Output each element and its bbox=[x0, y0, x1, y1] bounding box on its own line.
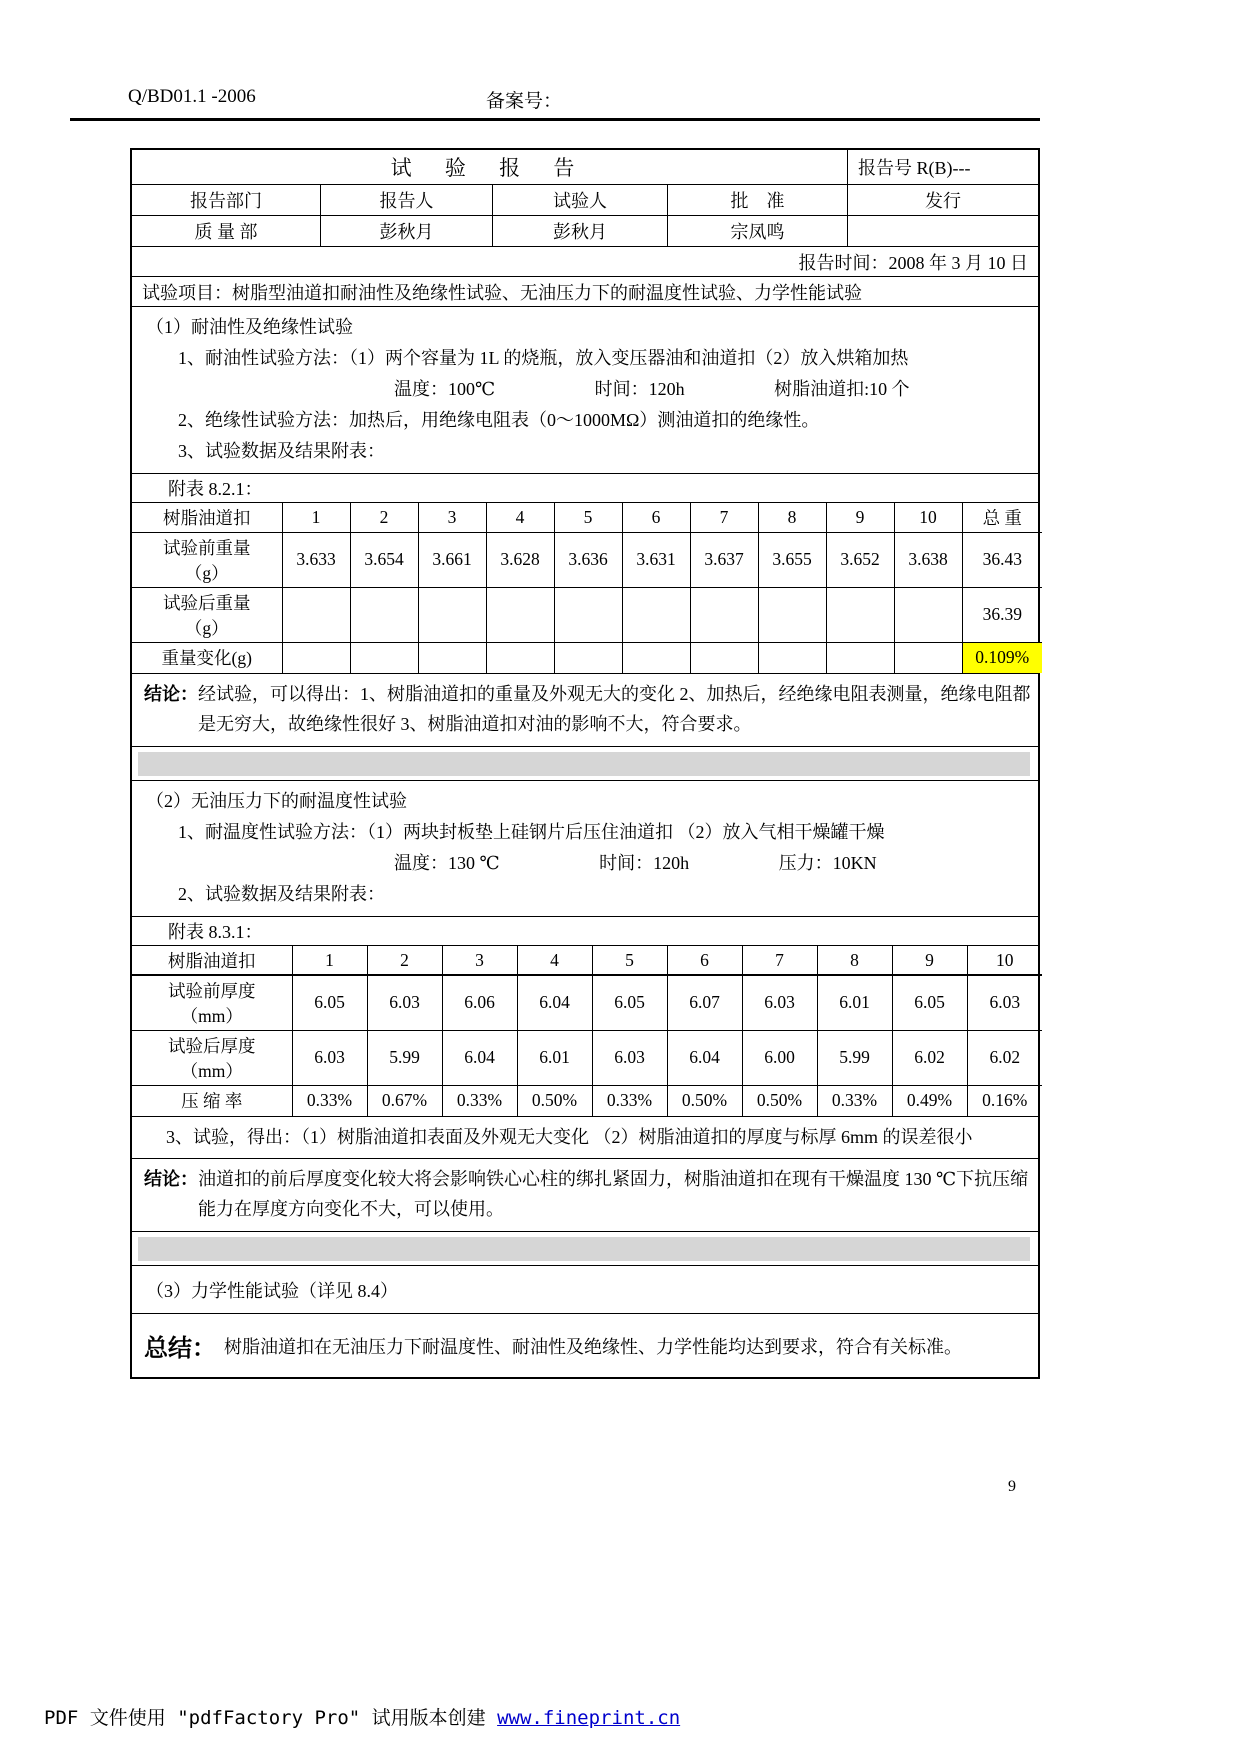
roles-header-row bbox=[132, 184, 1038, 215]
value-cell: 5.99 bbox=[817, 1030, 892, 1085]
conclusion-text: 经试验，可以得出：1、树脂油道扣的重量及外观无大的变化 2、加热后，经绝缘电阻表测量，绝缘电阻都是无穷大，故绝缘性很好 3、树脂油道扣对油的影响不大，符合要求。 bbox=[198, 684, 1031, 734]
section1-conclusion-row bbox=[132, 673, 1038, 746]
title-row bbox=[132, 150, 1038, 184]
value-cell bbox=[894, 642, 962, 673]
value-cell bbox=[350, 642, 418, 673]
header-issue: 发行 bbox=[847, 185, 1038, 215]
value-cell bbox=[486, 587, 554, 642]
report-title: 试 验 报 告 bbox=[390, 156, 589, 180]
value-cell bbox=[826, 642, 894, 673]
footer-text: PDF 文件使用 "pdfFactory Pro" 试用版本创建 bbox=[44, 1707, 498, 1729]
value-cell: 6.04 bbox=[517, 975, 592, 1030]
value-cell: 3.637 bbox=[690, 532, 758, 587]
section3-heading: （3）力学性能试验（详见 8.4） bbox=[146, 1280, 398, 1301]
section2-heading: （2）无油压力下的耐温度性试验 bbox=[146, 791, 407, 811]
separator-row bbox=[132, 1231, 1038, 1265]
value-cell bbox=[350, 587, 418, 642]
value-cell: 3.655 bbox=[758, 532, 826, 587]
value-reporter: 彭秋月 bbox=[320, 216, 492, 246]
row-label-cell bbox=[132, 975, 292, 1030]
row-label-cell bbox=[132, 1030, 292, 1085]
section1-method1: 1、耐油性试验方法：（1）两个容量为 1L 的烧瓶，放入变压器油和油道扣（2）放入烘箱加热 bbox=[178, 348, 909, 368]
conclusion-text: 油道扣的前后厚度变化较大将会影响铁心心柱的绑扎紧固力，树脂油道扣在现有干燥温度 130 ℃下抗压缩能力在厚度方向变化不大，可以使用。 bbox=[198, 1169, 1029, 1219]
value-report-dept: 质 量 部 bbox=[194, 222, 258, 242]
value-cell: 3.631 bbox=[622, 532, 690, 587]
value-cell: 6.03 bbox=[742, 975, 817, 1030]
gray-band bbox=[138, 752, 1030, 776]
value-cell: 6.04 bbox=[442, 1030, 517, 1085]
section1-param-temperature: 温度：100℃ bbox=[394, 379, 496, 399]
conclusion-label: 结论： bbox=[144, 1169, 198, 1189]
value-cell: 6.05 bbox=[592, 975, 667, 1030]
value-cell: 0.50% bbox=[667, 1085, 742, 1116]
section2-param-pressure: 压力：10KN bbox=[778, 853, 877, 873]
doc-standard-code: Q/BD01.1 -2006 bbox=[128, 86, 256, 107]
value-cell bbox=[486, 642, 554, 673]
value-cell bbox=[282, 642, 350, 673]
value-cell: 6.07 bbox=[667, 975, 742, 1030]
table1-header-cell: 树脂油道扣 bbox=[132, 503, 282, 532]
table1-header-cell: 7 bbox=[690, 503, 758, 532]
value-cell bbox=[554, 587, 622, 642]
value-cell bbox=[690, 587, 758, 642]
value-cell: 0.16% bbox=[967, 1085, 1042, 1116]
section1-parameters bbox=[132, 374, 1038, 405]
section2-finding: 3、试验，得出：（1）树脂油道扣表面及外观无大变化 （2）树脂油道扣的厚度与标厚 6mm 的误差很小 bbox=[166, 1127, 973, 1147]
table2-header-cell: 1 bbox=[292, 946, 367, 975]
value-cell bbox=[758, 587, 826, 642]
summary-label: 总结： bbox=[144, 1336, 216, 1362]
table2-header-cell: 3 bbox=[442, 946, 517, 975]
value-tester: 彭秋月 bbox=[492, 216, 667, 246]
header-report-dept: 报告部门 bbox=[190, 191, 262, 211]
report-number: 报告号 R(B)--- bbox=[858, 158, 971, 178]
table1-header-cell: 3 bbox=[418, 503, 486, 532]
row-unit: （mm） bbox=[180, 1060, 243, 1081]
table1-header-cell: 8 bbox=[758, 503, 826, 532]
value-cell: 3.654 bbox=[350, 532, 418, 587]
value-cell: 0.50% bbox=[742, 1085, 817, 1116]
table2-row-thickness-before bbox=[132, 975, 1042, 1030]
table1-header-cell: 2 bbox=[350, 503, 418, 532]
pdf-watermark-footer bbox=[44, 1703, 680, 1730]
value-cell: 6.02 bbox=[967, 1030, 1042, 1085]
table1-row-weight-after bbox=[132, 587, 1042, 642]
section1-data-note: 3、试验数据及结果附表： bbox=[178, 441, 385, 461]
table2-label: 附表 8.3.1： bbox=[168, 922, 263, 942]
value-cell bbox=[418, 587, 486, 642]
header-divider-rule bbox=[70, 118, 1040, 121]
value-cell: 6.04 bbox=[667, 1030, 742, 1085]
value-cell: 3.628 bbox=[486, 532, 554, 587]
roles-values-row bbox=[132, 215, 1038, 246]
total-cell: 36.39 bbox=[962, 587, 1042, 642]
page-number: 9 bbox=[1008, 1478, 1016, 1495]
value-cell: 0.33% bbox=[592, 1085, 667, 1116]
summary-row bbox=[132, 1313, 1038, 1377]
table2-header-cell: 树脂油道扣 bbox=[132, 946, 292, 975]
value-cell: 3.633 bbox=[282, 532, 350, 587]
table1-label: 附表 8.2.1： bbox=[168, 479, 263, 499]
project-description: 试验项目：树脂型油道扣耐油性及绝缘性试验、无油压力下的耐温度性试验、力学性能试验 bbox=[142, 282, 862, 303]
table2-label-row bbox=[132, 916, 1038, 945]
value-cell: 3.638 bbox=[894, 532, 962, 587]
row-unit: （mm） bbox=[180, 1005, 243, 1026]
table2-header-cell: 5 bbox=[592, 946, 667, 975]
table2-header-cell: 4 bbox=[517, 946, 592, 975]
oil-resistance-table bbox=[132, 503, 1042, 673]
value-cell bbox=[554, 642, 622, 673]
section2-method1: 1、耐温度性试验方法：（1）两块封板垫上硅钢片后压住油道扣 （2）放入气相干燥罐干燥 bbox=[178, 822, 885, 842]
section3-row bbox=[132, 1265, 1038, 1313]
value-cell: 3.636 bbox=[554, 532, 622, 587]
report-number-cell bbox=[847, 150, 1038, 184]
section1-methods bbox=[132, 306, 1038, 473]
row-label-cell bbox=[132, 532, 282, 587]
table2-header-cell: 2 bbox=[367, 946, 442, 975]
value-cell: 0.67% bbox=[367, 1085, 442, 1116]
header-approver: 批 准 bbox=[667, 185, 847, 215]
value-cell: 6.00 bbox=[742, 1030, 817, 1085]
report-time: 报告时间：2008 年 3 月 10 日 bbox=[798, 252, 1028, 273]
separator-row bbox=[132, 746, 1038, 780]
value-cell: 0.33% bbox=[442, 1085, 517, 1116]
value-cell: 6.01 bbox=[517, 1030, 592, 1085]
row-label: 试验后重量 bbox=[163, 592, 251, 613]
table1-label-row bbox=[132, 473, 1038, 502]
value-cell: 6.03 bbox=[592, 1030, 667, 1085]
value-cell bbox=[894, 587, 962, 642]
value-cell: 6.01 bbox=[817, 975, 892, 1030]
report-title-cell bbox=[132, 150, 847, 184]
row-label-cell: 重量变化(g) bbox=[132, 642, 282, 673]
table1-header-cell: 10 bbox=[894, 503, 962, 532]
total-cell: 36.43 bbox=[962, 532, 1042, 587]
value-cell bbox=[826, 587, 894, 642]
table1-header-cell: 总 重 bbox=[962, 503, 1042, 532]
fineprint-link[interactable]: www.fineprint.cn bbox=[497, 1707, 681, 1729]
table1-header-cell: 9 bbox=[826, 503, 894, 532]
table1-header-cell: 1 bbox=[282, 503, 350, 532]
table2-header-cell: 7 bbox=[742, 946, 817, 975]
table2-header bbox=[132, 946, 1042, 975]
row-unit: （g） bbox=[184, 617, 229, 638]
value-approver: 宗凤鸣 bbox=[667, 216, 847, 246]
report-table bbox=[130, 148, 1040, 1379]
value-cell bbox=[622, 587, 690, 642]
value-cell: 6.05 bbox=[892, 975, 967, 1030]
table2-row bbox=[132, 945, 1038, 1116]
value-cell: 0.49% bbox=[892, 1085, 967, 1116]
conclusion-label: 结论： bbox=[144, 684, 198, 704]
value-cell: 6.03 bbox=[367, 975, 442, 1030]
row-label: 试验后厚度 bbox=[168, 1035, 256, 1056]
section2-param-time: 时间：120h bbox=[599, 853, 690, 873]
section1-heading: （1）耐油性及绝缘性试验 bbox=[146, 317, 353, 337]
row-label: 试验前厚度 bbox=[168, 980, 256, 1001]
table1-row bbox=[132, 502, 1038, 673]
value-cell bbox=[622, 642, 690, 673]
row-label: 试验前重量 bbox=[163, 537, 251, 558]
table2-row-thickness-after bbox=[132, 1030, 1042, 1085]
value-cell bbox=[282, 587, 350, 642]
value-cell: 6.03 bbox=[967, 975, 1042, 1030]
value-cell: 6.03 bbox=[292, 1030, 367, 1085]
row-label-cell: 压 缩 率 bbox=[132, 1085, 292, 1116]
section1-method2: 2、绝缘性试验方法：加热后，用绝缘电阻表（0～1000MΩ）测油道扣的绝缘性。 bbox=[178, 410, 820, 430]
header-tester: 试验人 bbox=[492, 185, 667, 215]
value-issue bbox=[847, 216, 1038, 246]
value-cell bbox=[758, 642, 826, 673]
value-cell: 5.99 bbox=[367, 1030, 442, 1085]
table1-header bbox=[132, 503, 1042, 532]
value-cell: 6.02 bbox=[892, 1030, 967, 1085]
table2-header-cell: 9 bbox=[892, 946, 967, 975]
table2-header-cell: 6 bbox=[667, 946, 742, 975]
gray-band bbox=[138, 1237, 1030, 1261]
section2-parameters bbox=[132, 848, 1038, 879]
value-cell bbox=[690, 642, 758, 673]
value-cell: 6.06 bbox=[442, 975, 517, 1030]
table1-row-weight-change bbox=[132, 642, 1042, 673]
filing-number-label: 备案号： bbox=[486, 91, 563, 112]
header-reporter: 报告人 bbox=[320, 185, 492, 215]
document-header bbox=[0, 86, 1240, 112]
table1-header-cell: 6 bbox=[622, 503, 690, 532]
row-unit: （g） bbox=[184, 562, 229, 583]
section2-methods bbox=[132, 780, 1038, 916]
section2-data-note: 2、试验数据及结果附表： bbox=[178, 884, 385, 904]
highlighted-total-cell: 0.109% bbox=[962, 642, 1042, 673]
summary-text: 树脂油道扣在无油压力下耐温度性、耐油性及绝缘性、力学性能均达到要求，符合有关标准。 bbox=[224, 1336, 962, 1357]
value-cell bbox=[418, 642, 486, 673]
table2-header-cell: 10 bbox=[967, 946, 1042, 975]
report-time-row bbox=[132, 246, 1038, 276]
table2-row-compression bbox=[132, 1085, 1042, 1116]
table1-header-cell: 5 bbox=[554, 503, 622, 532]
value-cell: 3.661 bbox=[418, 532, 486, 587]
section2-conclusion-row bbox=[132, 1158, 1038, 1231]
project-row bbox=[132, 276, 1038, 306]
table1-header-cell: 4 bbox=[486, 503, 554, 532]
section1-param-time: 时间：120h bbox=[594, 379, 685, 399]
table1-row-weight-before bbox=[132, 532, 1042, 587]
table2-header-cell: 8 bbox=[817, 946, 892, 975]
value-cell: 0.50% bbox=[517, 1085, 592, 1116]
row-label-cell bbox=[132, 587, 282, 642]
value-cell: 3.652 bbox=[826, 532, 894, 587]
section2-param-temperature: 温度：130 ℃ bbox=[394, 853, 500, 873]
value-cell: 0.33% bbox=[817, 1085, 892, 1116]
value-cell: 0.33% bbox=[292, 1085, 367, 1116]
value-cell: 6.05 bbox=[292, 975, 367, 1030]
section1-param-count: 树脂油道扣:10 个 bbox=[774, 379, 910, 399]
section2-finding-row bbox=[132, 1116, 1038, 1158]
temperature-resistance-table bbox=[132, 946, 1042, 1116]
